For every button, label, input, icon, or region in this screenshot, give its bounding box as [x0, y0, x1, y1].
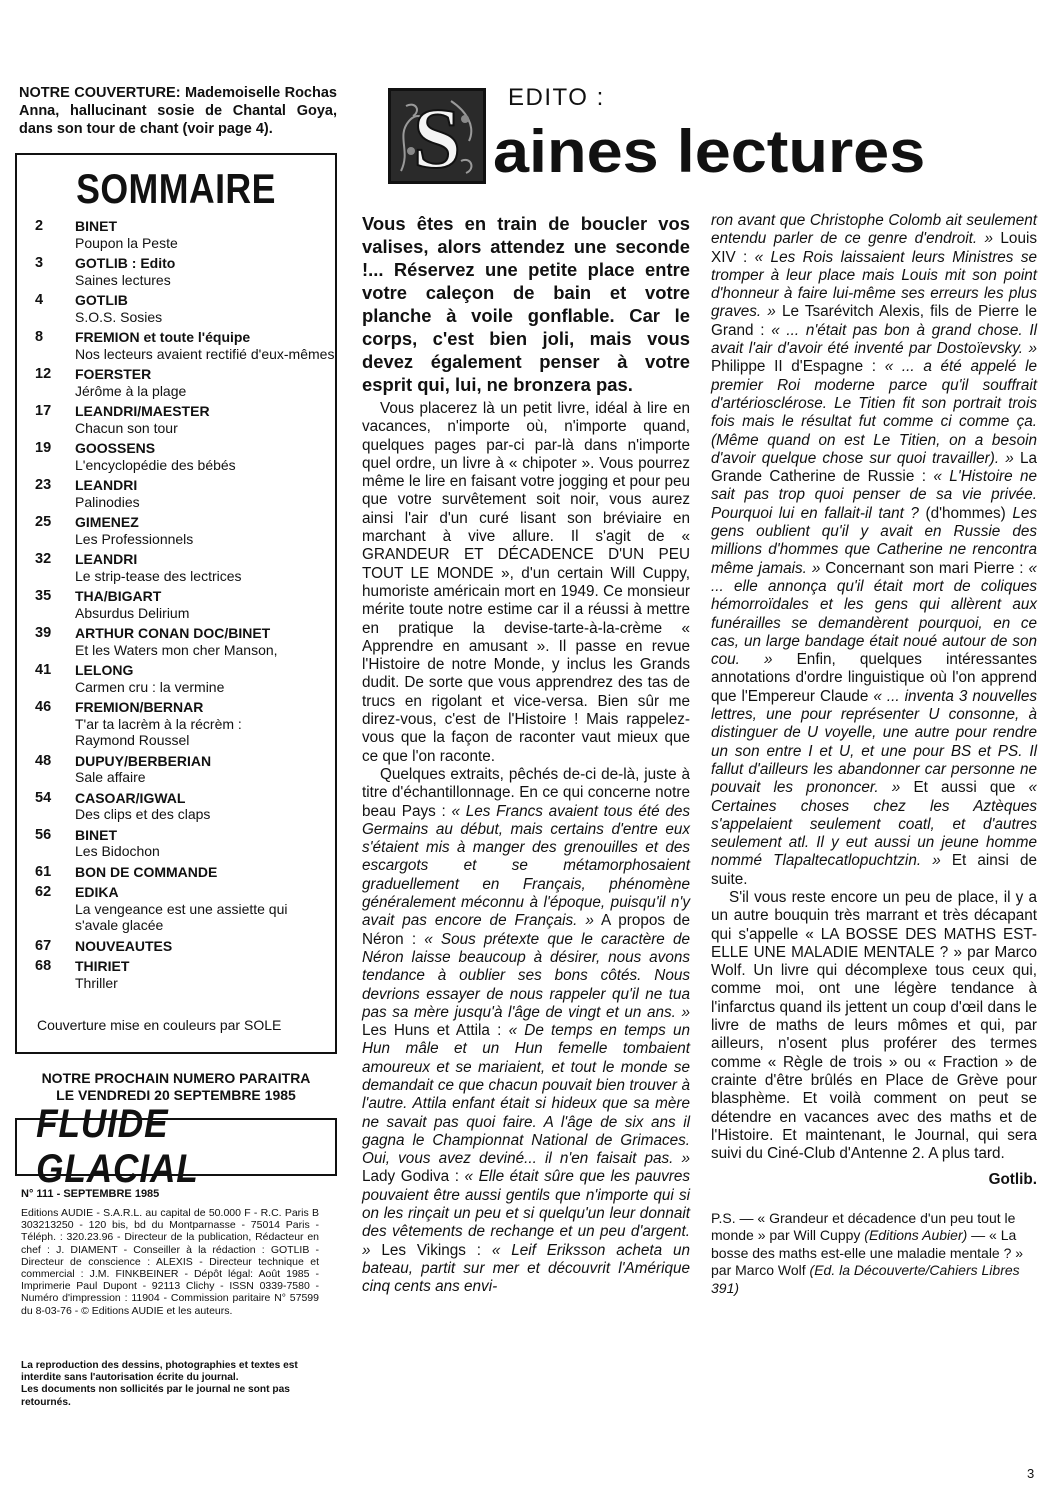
toc-page: 23: [35, 477, 52, 493]
text: (d'hommes): [918, 504, 1013, 522]
toc-title: Nos lecteurs avaient rectifié d'eux-mêmes: [75, 345, 335, 362]
sommaire-box: [15, 153, 337, 1054]
toc-title: Des clips et des claps: [75, 806, 211, 822]
toc-author: GOTLIB : Edito: [75, 255, 176, 271]
toc-page: 62: [35, 884, 52, 900]
rights-line: La reproduction des dessins, photographies et textes est interdite sans l'autorisation écrite du journal.: [21, 1360, 298, 1384]
toc-author: THA/BIGART: [75, 588, 162, 604]
paragraph: S'il vous reste encore un peu de place, il y a un autre bouquin très marrant et très décapant qui s'appelle « LA BOSSE DES MATHS EST-ELLE UNE MALADIE MENTALE ? » par Marco Wolf. Un livre qui décomplexe tous ceux qui, comme moi, ont une légère tendance à l'infarctus quand ils jettent un coup d'œil dans le livre de maths de leurs mômes et qui, par ailleurs, n'osent plus proférer des termes comme « Règle de trois » ou « Fraction » de crainte d'être brûlés en Place de Grève pour blasphème. Et voilà comment on peut se détendre en vacances avec des maths et de l'Histoire. Et maintenant, le Journal, qui sera suivi du Ciné-Club d'Antenne 2. A plus tard.: [711, 888, 1037, 1163]
toc-page: 17: [35, 403, 52, 419]
article-column-left: [362, 212, 690, 1297]
toc-title: S.O.S. Sosies: [75, 308, 163, 325]
toc-entry: [17, 366, 335, 399]
cover-note: NOTRE COUVERTURE: Mademoiselle Rochas Anna, hallucinant sosie de Chantal Goya, dans son tour de chant (voir page 4).: [19, 85, 337, 137]
text: Louis XIV :: [711, 230, 1037, 266]
toc-author: ARTHUR CONAN DOC/BINET: [75, 625, 271, 641]
toc-entry: [17, 292, 335, 325]
toc-page: 46: [35, 699, 52, 715]
toc-entry: [17, 477, 335, 510]
toc-page: 8: [35, 329, 44, 345]
toc-author: FREMION et toute l'équipe: [75, 329, 251, 345]
toc-author: EDIKA: [75, 884, 119, 900]
text: Et ainsi de suite.: [711, 852, 1037, 888]
quote: « Les Rois laissaient leurs Ministres se tromper à leur place mais Louis mit son point d'honneur à faire lui-même ses erreurs les plus graves. »: [711, 248, 1037, 321]
paragraph: Vous placerez là un petit livre, idéal à lire en vacances, n'importe où, n'importe quand, quelques pages par-ci par-là dans n'importe quel ordre, un livre à « chipoter ». Vous pourrez même le lire en faisant votre jogging et pour peu que votre survêtement soit noir, vous aurez ainsi l'air d'un curé lisant son bréviaire en marchant à vive allure. Il s'agit de « GRANDEUR ET DÉCADENCE D'UN PEU TOUT LE MONDE », d'un certain Will Cuppy, humoriste américain mort en 1949. Ce monsieur mérite toute notre estime car il a réussi à mettre en pratique la devise-tarte-à-la-crème « Apprendre en amusant ». Il passe en revue l'Histoire de notre Monde, y inclus les Grands dudit. De sorte que vous apprendrez des tas de trucs en rigolant et vice-versa. Bien sûr me direz-vous, c'est de l'Histoire ! Mais rappelez-vous que la façon de raconter vaut mieux que ce que l'on raconte.: [362, 400, 690, 765]
toc-title: Chacun son tour: [75, 419, 178, 436]
toc-author: CASOAR/IGWAL: [75, 789, 186, 806]
toc-entry: [17, 938, 335, 955]
dropcap-ornament-icon: [391, 91, 483, 181]
text: Les Huns et Attila :: [362, 1022, 509, 1040]
paragraph-extracts-cont: [711, 212, 1037, 889]
toc-entry: [17, 551, 335, 584]
edito-label: EDITO :: [508, 84, 605, 111]
toc-title: Et les Waters mon cher Manson,: [75, 641, 278, 658]
toc-entry: [17, 753, 335, 786]
toc-entry: [17, 588, 335, 621]
toc-title: Le strip-tease des lectrices: [75, 567, 242, 584]
publisher: (Ed. la Découverte/Cahiers Libres 391): [711, 1262, 1020, 1296]
toc-author: GOOSSENS: [75, 440, 156, 456]
toc-author: THIRIET: [75, 958, 130, 974]
toc-page: 25: [35, 514, 52, 530]
paragraph-extracts: [362, 766, 690, 1297]
toc-author: FREMION/BERNAR: [75, 699, 204, 715]
sommaire-title: SOMMAIRE: [76, 165, 276, 212]
toc-author: BINET: [75, 218, 117, 234]
toc-entry: [17, 218, 335, 251]
toc-page: 56: [35, 826, 52, 843]
toc-entry: [17, 329, 335, 362]
next-issue-line: LE VENDREDI 20 SEPTEMBRE 1985: [56, 1087, 296, 1103]
toc-page: 61: [35, 863, 52, 880]
toc-title: Carmen cru : la vermine: [75, 678, 225, 695]
text: Et aussi que: [900, 779, 1029, 797]
quote-split-start: « Leif Eriksson acheta un bateau, partit sur mer et découvrit l'Amérique cinq cents ans envi-: [362, 1241, 690, 1296]
toc-entry: [17, 440, 335, 473]
toc-author: LEANDRI: [75, 551, 138, 567]
toc-author: LEANDRI: [75, 477, 138, 493]
toc-page: 2: [35, 218, 44, 234]
next-issue-line: NOTRE PROCHAIN NUMERO PARAITRA: [41, 1070, 311, 1086]
toc-title: Saines lectures: [75, 271, 171, 288]
toc-title: Palinodies: [75, 493, 140, 510]
quote: « De temps en temps un Hun mâle et un Hun femelle tombaient amoureux et se mariaient, et tout le monde se demandait ce que chacun pouvait bien trouver à l'autre. Attila enfant était si hideux que sa mère ne savait pas quoi faire. A l'âge de six ans il gagna le Championnat National de Grimaces. Oui, vous avez deviné... il n'en faisait pas. »: [362, 1022, 691, 1168]
toc-author: LELONG: [75, 662, 134, 678]
lead-paragraph: Vous êtes en train de boucler vos valises, alors attendez une seconde !... Réservez une petite place entre votre caleçon de bain et votre planche à voile gonflable. Car le corps, c'est bien joli, mais vous devez également penser à votre esprit qui, lui, ne bronzera pas.: [362, 213, 690, 395]
article-column-right: [711, 212, 1037, 1297]
toc-page: 19: [35, 440, 52, 456]
toc-title: Sale affaire: [75, 769, 146, 785]
toc-page: 35: [35, 588, 52, 604]
toc-entry: [17, 958, 335, 991]
toc-title: La vengeance est une assiette qui s'avale glacée: [75, 900, 288, 933]
toc-page: 41: [35, 662, 52, 678]
toc-page: 12: [35, 366, 52, 382]
toc-author: LEANDRI/MAESTER: [75, 403, 210, 419]
toc-page: 48: [35, 752, 52, 769]
toc-title: Les Professionnels: [75, 530, 194, 547]
postscript: [711, 1210, 1037, 1298]
quote: « ... elle annonça qu'il était mort de coliques hémorroïdales et les gens qui allèrent aux funérailles se demandèrent pourquoi, en ce cas, un large bandage était noué autour de son cou. »: [711, 559, 1037, 669]
toc-page: 68: [35, 958, 52, 974]
text: La Grande Catherine de Russie :: [711, 449, 1037, 486]
text: — « La bosse des maths est-elle une maladie mentale ? » par Marco Wolf: [711, 1227, 1024, 1279]
quote: « Sous prétexte que le caractère de Néron laisse beaucoup à désirer, nous avons tendance à oublier ses bons côtés. Nous devrions essayer de nous rappeler qu'il ne tua pas sa mère jusqu'à l'âge de vingt et un ans. »: [362, 930, 690, 1021]
magazine-logo: [15, 1102, 337, 1191]
toc-entry: [17, 884, 335, 934]
cover-credit: Couverture mise en couleurs par SOLE: [37, 1017, 282, 1033]
toc-entry: [17, 255, 335, 288]
quote: « ... a été appelé le premier Roi moderne parce qu'il souffrait d'artériosclérose. Le Titien fit son portrait trois fois mais le résultat fut comme ci comme ça. (Même quand on est Le Titien, on a besoin d'avoir quelque chose sur quoi travailler). »: [711, 358, 1037, 467]
quote-split-end: ron avant que Christophe Colomb ait seulement entendu parler de ce genre d'endroit. »: [711, 212, 1037, 248]
text: Enfin, quelques intéressantes annotations d'ordre linguistique où l'on apprend que l'Empereur Claude: [711, 651, 1037, 705]
quote: « Certaines choses chez les Aztèques s'appelaient seulement coatl, et d'autres seulement atl. Il y eut aussi un jeune homme nommé Tlapaltecatlopuchtzin. »: [711, 779, 1038, 870]
toc-entry: [17, 827, 335, 860]
text: Concernant son mari Pierre :: [820, 559, 1029, 577]
toc-author: DUPUY/BERBERIAN: [75, 752, 212, 769]
toc-entry: [17, 514, 335, 547]
toc-title: Les Bidochon: [75, 843, 160, 859]
text: Le Tsarévitch Alexis, fils de Pierre le Grand :: [711, 303, 1037, 339]
toc-list: [17, 218, 335, 995]
page-number: 3: [1027, 1466, 1035, 1481]
text: A propos de Néron :: [362, 912, 690, 948]
toc-title: Thriller: [75, 974, 118, 991]
toc-title: Jérôme à la plage: [75, 382, 187, 399]
quote: « L'Histoire ne sait pas trop quoi penser de sa vie privée. Pourquoi lui en fallait-il tant ?: [711, 468, 1037, 522]
toc-title: Poupon la Peste: [75, 234, 178, 251]
toc-author: FOERSTER: [75, 366, 152, 382]
text: Quelques extraits, pêchés de-ci de-là, juste à titre d'échantillonnage. En ce qui concerne notre beau Pays :: [362, 765, 690, 820]
toc-page: 67: [35, 937, 52, 954]
quote: « Les Francs avaient tous été des Germains au début, mais certains d'entre eux s'étaient mis à manger des grenouilles et des escargots et se métamorphosaient graduellement en Français, phénomène généralement méconnu à l'époque, puisqu'il n'y avait pas encore de Français. »: [362, 802, 690, 930]
dropcap-letter: S: [413, 91, 461, 181]
text: Philippe II d'Espagne :: [711, 358, 885, 376]
text: P.S. — « Grandeur et décadence d'un peu tout le monde » par Will Cuppy: [711, 1209, 1016, 1244]
toc-page: 54: [35, 789, 52, 806]
text: Les Vikings :: [370, 1241, 492, 1259]
toc-author: BON DE COMMANDE: [75, 863, 218, 880]
text: Lady Godiva :: [362, 1168, 465, 1186]
toc-entry: [17, 662, 335, 695]
signature: Gotlib.: [988, 1171, 1037, 1189]
toc-page: 3: [35, 255, 44, 271]
toc-entry: [17, 625, 335, 658]
next-issue-notice: [15, 1070, 337, 1104]
rights-notice: [21, 1360, 319, 1409]
quote: « Elle était sûre que les pauvres pouvaient être aussi gentils que n'importe qui si on les rinçait un peu et si quelqu'un leur donnait des vêtements de rechange et un peu d'argent. »: [362, 1168, 690, 1259]
toc-title: L'encyclopédie des bébés: [75, 456, 236, 473]
toc-author: BINET: [75, 826, 117, 843]
imprint: Editions AUDIE - S.A.R.L. au capital de 50.000 F - R.C. Paris B 303213250 - 120 bis, bd du Montparnasse - 75014 Paris - Téléph. : 320.23.96 - Directeur de la publication, Rédacteur en chef : J. DIAMENT - Conseiller à la rédaction : GOTLIB - Directeur de conscience : ALEXIS - Directeur technique et commercial : J.M. FINKBEINER - Dépôt légal: Août 1985 - Imprimerie Paul Dupont - 92113 Clichy - ISSN 0339-7580 - Numéro d'impression : 11904 - Commission paritaire N° 57599 du 8-03-76 - © Editions AUDIE et les auteurs.: [21, 1207, 319, 1317]
quote: Les gens oublient qu'il y avait en Russie des millions d'hommes que Catherine ne rencontra même jamais. »: [711, 504, 1037, 577]
toc-title: Absurdus Delirium: [75, 604, 190, 621]
ornamental-dropcap: [388, 88, 486, 184]
quote: « ... inventa 3 nouvelles lettres, une pour représenter U consonne, à distinguer de U voyelle, une autre pour rendre un son entre I et U, et une pour BS et PS. Il fallut d'ailleurs les abandonner car personne ne pouvait les prononcer. »: [711, 687, 1037, 797]
toc-page: 39: [35, 625, 52, 641]
toc-entry: [17, 699, 335, 749]
logo-text: FLUIDE GLACIAL: [36, 1102, 199, 1191]
quote: « ... n'était pas bon à grand chose. Il avait l'air d'avoir été inventé par Dostoïevsky. »: [711, 321, 1037, 358]
rights-line: Les documents non sollicités par le journal ne sont pas retournés.: [21, 1384, 290, 1408]
headline: aines lectures: [493, 118, 926, 185]
toc-author: NOUVEAUTES: [75, 937, 173, 954]
toc-title: T'ar ta lacrèm à la récrèm : Raymond Roussel: [75, 715, 242, 748]
toc-page: 32: [35, 551, 52, 567]
issue-number: N° 111 - SEPTEMBRE 1985: [21, 1188, 160, 1200]
publisher: (Editions Aubier): [864, 1227, 968, 1244]
toc-page: 4: [35, 292, 44, 308]
toc-entry: [17, 790, 335, 823]
toc-entry: [17, 864, 335, 881]
toc-author: GOTLIB: [75, 292, 128, 308]
toc-entry: [17, 403, 335, 436]
toc-author: GIMENEZ: [75, 514, 139, 530]
